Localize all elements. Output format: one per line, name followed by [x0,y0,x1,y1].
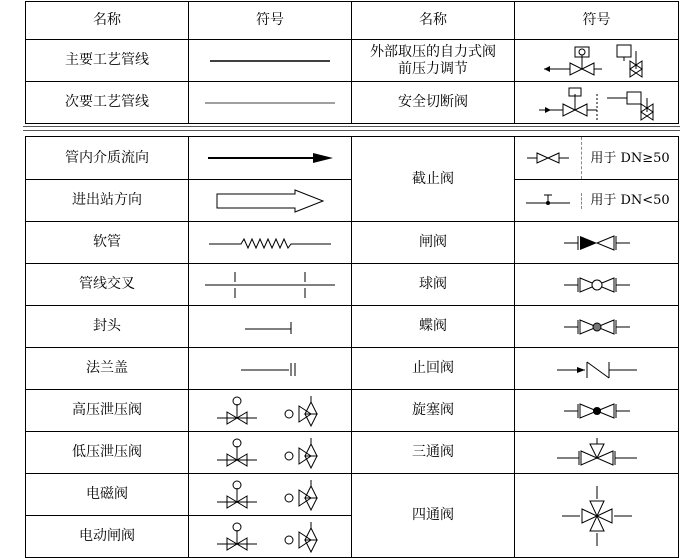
butterfly-valve-icon [564,316,630,338]
flow-direction-symbol [189,137,352,180]
low-pressure-relief-symbol [189,432,352,474]
row-label: 软管 [26,222,189,264]
row-label: 电动闸阀 [26,516,189,558]
row-label: 外部取压的自力式阀前压力调节 [352,40,515,82]
pipe-crossing-icon [205,270,335,300]
header-name: 名称 [26,2,189,40]
relief-valve-icon [215,436,325,470]
plug-valve-icon [564,400,630,422]
hose-icon [209,236,331,250]
row-label: 蝶阀 [352,306,515,348]
electric-gate-valve-symbol [189,516,352,558]
three-way-valve-symbol [515,432,679,474]
row-label: 安全切断阀 [352,82,515,124]
end-cap-symbol [189,306,352,348]
row-label: 电磁阀 [26,474,189,516]
four-way-valve-symbol [515,474,679,558]
dn-note: 用于 DN<50 [590,193,670,208]
row-label: 旋塞阀 [352,390,515,432]
ball-valve-icon [564,274,630,296]
row-label: 低压泄压阀 [26,432,189,474]
ball-valve-symbol [515,264,679,306]
header-symbol: 符号 [189,2,352,40]
motor-valve-icon [215,520,325,554]
row-label: 法兰盖 [26,348,189,390]
row-label: 进出站方向 [26,180,189,222]
row-label: 管内介质流向 [26,137,189,180]
pipe-crossing-symbol [189,264,352,306]
dn-note: 用于 DN≥50 [590,150,670,166]
regulator-valve-symbol [515,40,679,82]
row-label: 管线交叉 [26,264,189,306]
check-valve-symbol [515,348,679,390]
row-label: 三通阀 [352,432,515,474]
safety-shutoff-valve-symbol [515,82,679,124]
symbol-table [25,136,679,558]
top-table [25,1,679,124]
safety-shutoff-valve-icon [537,84,657,122]
regulator-valve-icon [542,41,652,81]
plug-valve-symbol [515,390,679,432]
gate-valve-symbol [515,222,679,264]
globe-valve-icon [527,151,569,165]
hollow-arrow-icon [215,188,325,214]
flow-arrow-icon [208,151,333,165]
gate-valve-icon [564,232,630,254]
row-label: 次要工艺管线 [26,82,189,124]
hose-symbol [189,222,352,264]
relief-valve-icon [215,394,325,428]
row-label: 四通阀 [352,474,515,558]
small-globe-valve-icon [526,193,570,209]
header-name: 名称 [352,2,515,40]
row-label: 闸阀 [352,222,515,264]
secondary-line-symbol [189,82,352,124]
solenoid-valve-symbol [189,474,352,516]
solenoid-valve-icon [215,478,325,512]
end-cap-icon [245,320,295,334]
check-valve-icon [557,356,637,382]
blind-flange-icon [241,361,299,377]
row-label: 高压泄压阀 [26,390,189,432]
main-line-symbol [189,40,352,82]
butterfly-valve-symbol [515,306,679,348]
station-direction-symbol [189,180,352,222]
three-way-valve-icon [557,436,637,470]
four-way-valve-icon [562,486,632,546]
header-symbol: 符号 [515,2,679,40]
row-label: 截止阀 [352,137,515,222]
row-label: 止回阀 [352,348,515,390]
high-pressure-relief-symbol [189,390,352,432]
blind-flange-symbol [189,348,352,390]
row-label: 封头 [26,306,189,348]
divider [23,130,680,131]
divider [23,126,680,127]
row-label: 主要工艺管线 [26,40,189,82]
row-label: 球阀 [352,264,515,306]
